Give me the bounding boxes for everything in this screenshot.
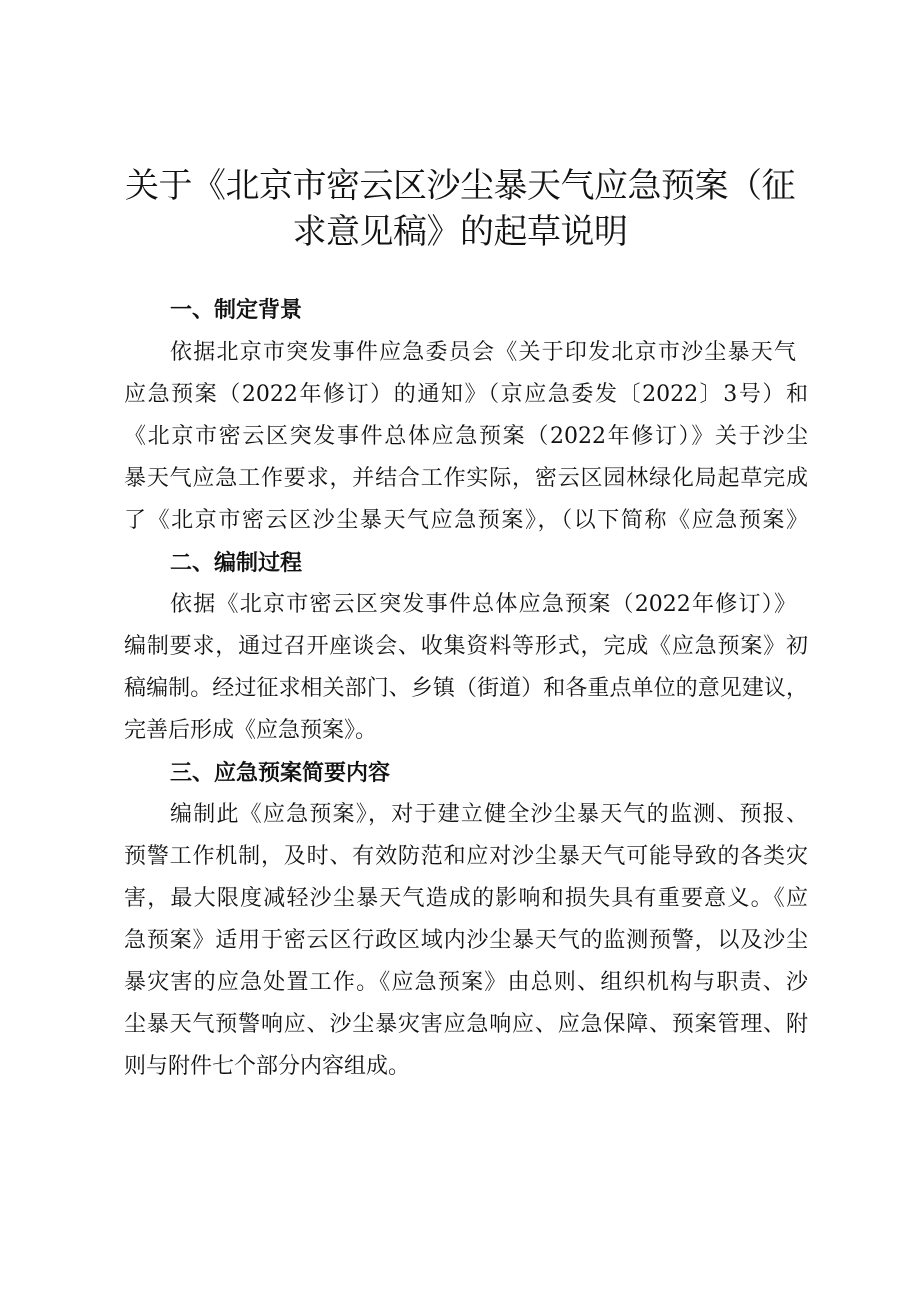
document-title-line-1: 关于《北京市密云区沙尘暴天气应急预案（征	[125, 166, 795, 206]
paragraph-line: 害，最大限度减轻沙尘暴天气造成的影响和损失具有重要意义。《应	[124, 886, 808, 911]
paragraph-line: 预警工作机制，及时、有效防范和应对沙尘暴天气可能导致的各类灾	[124, 844, 808, 869]
section-heading-process: 二、编制过程	[170, 550, 303, 576]
paragraph-line: 完善后形成《应急预案》。	[124, 718, 378, 743]
paragraph-line: 急预案》适用于密云区行政区域内沙尘暴天气的监测预警，以及沙尘	[124, 928, 808, 953]
paragraph-line: 依据北京市突发事件应急委员会《关于印发北京市沙尘暴天气	[170, 340, 796, 365]
paragraph-line: 应急预案（2022年修订）的通知》（京应急委发〔2022〕3号）和	[124, 382, 808, 407]
paragraph-line: 依据《北京市密云区突发事件总体应急预案（2022年修订）》	[170, 592, 796, 617]
paragraph-line: 了《北京市密云区沙尘暴天气应急预案》，（以下简称《应急预案》	[124, 508, 808, 533]
section-heading-summary: 三、应急预案简要内容	[170, 760, 391, 786]
paragraph-line: 则与附件七个部分内容组成。	[124, 1054, 411, 1079]
paragraph-line: 编制此《应急预案》，对于建立健全沙尘暴天气的监测、预报、	[170, 802, 808, 827]
paragraph-line: 暴灾害的应急处置工作。《应急预案》由总则、组织机构与职责、沙	[124, 970, 808, 995]
paragraph-line: 编制要求，通过召开座谈会、收集资料等形式，完成《应急预案》初	[124, 634, 808, 659]
document-title-line-2: 求意见稿》的起草说明	[292, 212, 628, 252]
paragraph-line: 尘暴天气预警响应、沙尘暴灾害应急响应、应急保障、预案管理、附	[124, 1012, 808, 1037]
paragraph-line: 《北京市密云区突发事件总体应急预案（2022年修订）》关于沙尘	[124, 424, 808, 449]
paragraph-line: 暴天气应急工作要求，并结合工作实际，密云区园林绿化局起草完成	[124, 466, 808, 491]
paragraph-line: 稿编制。经过征求相关部门、乡镇（街道）和各重点单位的意见建议，	[124, 676, 808, 701]
section-heading-background: 一、制定背景	[170, 297, 303, 323]
